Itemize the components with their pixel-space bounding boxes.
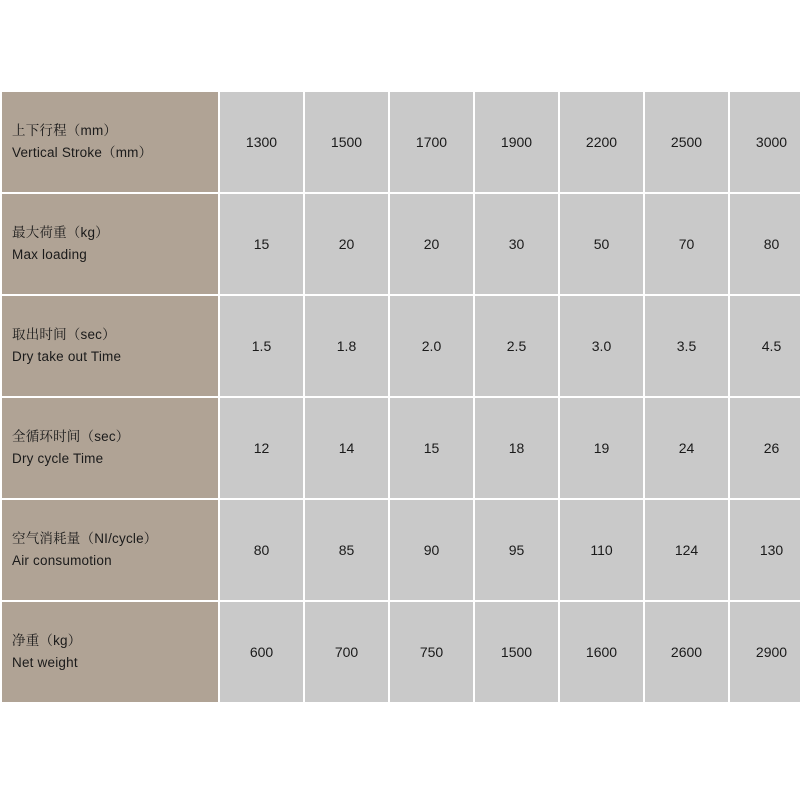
table-cell: 2.0 xyxy=(390,296,473,396)
table-cell: 110 xyxy=(560,500,643,600)
table-cell: 3.5 xyxy=(645,296,728,396)
table-row xyxy=(2,398,800,498)
table-cell: 95 xyxy=(475,500,558,600)
table-cell: 750 xyxy=(390,602,473,702)
table-cell: 1900 xyxy=(475,92,558,192)
table-cell: 130 xyxy=(730,500,800,600)
row-label-en: Air consumotion xyxy=(12,553,112,568)
table-cell: 80 xyxy=(730,194,800,294)
row-label-cn: 最大荷重（kg） xyxy=(12,225,109,240)
row-label-en: Dry take out Time xyxy=(12,349,122,364)
row-label xyxy=(2,296,218,396)
row-label-en: Dry cycle Time xyxy=(12,451,104,466)
table-cell: 15 xyxy=(220,194,303,294)
row-label xyxy=(2,194,218,294)
table-cell: 2500 xyxy=(645,92,728,192)
table-cell: 1500 xyxy=(475,602,558,702)
table-row xyxy=(2,194,800,294)
row-label-cn: 净重（kg） xyxy=(12,633,82,648)
row-label xyxy=(2,398,218,498)
table-cell: 70 xyxy=(645,194,728,294)
table-cell: 1500 xyxy=(305,92,388,192)
table-cell: 85 xyxy=(305,500,388,600)
table-cell: 90 xyxy=(390,500,473,600)
table-cell: 14 xyxy=(305,398,388,498)
table-cell: 24 xyxy=(645,398,728,498)
table-cell: 20 xyxy=(305,194,388,294)
row-label xyxy=(2,602,218,702)
table-row xyxy=(2,92,800,192)
table-cell: 20 xyxy=(390,194,473,294)
table-cell: 80 xyxy=(220,500,303,600)
table-cell: 15 xyxy=(390,398,473,498)
row-label-cn: 全循环时间（sec） xyxy=(12,429,130,444)
table-cell: 2.5 xyxy=(475,296,558,396)
table-cell: 19 xyxy=(560,398,643,498)
row-label-cn: 上下行程（mm） xyxy=(12,123,118,138)
row-label-cn: 取出时间（sec） xyxy=(12,327,116,342)
table-cell: 1300 xyxy=(220,92,303,192)
table-cell: 700 xyxy=(305,602,388,702)
table-cell: 1.5 xyxy=(220,296,303,396)
table-cell: 18 xyxy=(475,398,558,498)
table-cell: 3.0 xyxy=(560,296,643,396)
row-label xyxy=(2,500,218,600)
row-label-en: Max loading xyxy=(12,247,87,262)
row-label-en: Net weight xyxy=(12,655,78,670)
table-cell: 30 xyxy=(475,194,558,294)
table-cell: 2900 xyxy=(730,602,800,702)
table-cell: 12 xyxy=(220,398,303,498)
table-cell: 600 xyxy=(220,602,303,702)
row-label-en: Vertical Stroke（mm） xyxy=(12,145,153,160)
table-cell: 4.5 xyxy=(730,296,800,396)
specification-table xyxy=(0,90,800,704)
table-row xyxy=(2,296,800,396)
table-row xyxy=(2,500,800,600)
table-body xyxy=(2,92,800,702)
table-cell: 26 xyxy=(730,398,800,498)
table-cell: 1700 xyxy=(390,92,473,192)
table-cell: 3000 xyxy=(730,92,800,192)
table-cell: 2200 xyxy=(560,92,643,192)
row-label-cn: 空气消耗量（NI/cycle） xyxy=(12,531,158,546)
table-cell: 50 xyxy=(560,194,643,294)
table-cell: 2600 xyxy=(645,602,728,702)
row-label xyxy=(2,92,218,192)
table-cell: 1.8 xyxy=(305,296,388,396)
table-cell: 1600 xyxy=(560,602,643,702)
table-row xyxy=(2,602,800,702)
table-cell: 124 xyxy=(645,500,728,600)
